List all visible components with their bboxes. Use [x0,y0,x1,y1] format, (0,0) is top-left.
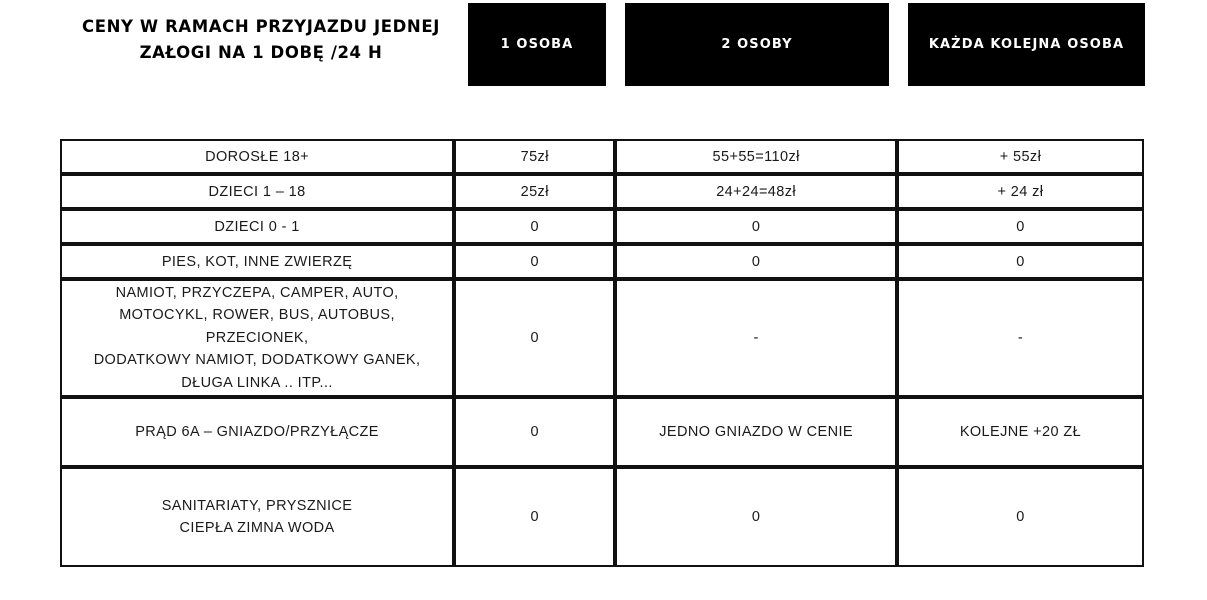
row-children-0-1-price-two: 0 [615,209,897,244]
row-label-line: NAMIOT, PRZYCZEPA, CAMPER, AUTO, [115,284,399,301]
row-label-line: DODATKOWY NAMIOT, DODATKOWY GANEK, [93,352,421,369]
table-row [60,244,1144,279]
column-header-two-persons [625,3,889,86]
row-adults-price-two: 55+55=110zł [615,139,897,174]
row-vehicles-price-one: 0 [454,279,615,397]
table-row [60,209,1144,244]
row-label-line: MOTOCYKL, ROWER, BUS, AUTOBUS, PRZECIONEK, [119,307,395,346]
column-header-each-additional-person-label: KAŻDA KOLEJNA OSOBA [928,37,1125,52]
row-animals-price-two: 0 [615,244,897,279]
row-label-sanitary [60,467,454,567]
row-electricity-price-two: JEDNO GNIAZDO W CENIE [615,397,897,467]
row-label-adults: DOROSŁE 18+ [60,139,454,174]
row-children-1-18-price-extra: + 24 zł [897,174,1144,209]
row-electricity-price-extra: KOLEJNE +20 ZŁ [897,397,1144,467]
row-animals-price-one: 0 [454,244,615,279]
price-header-band [0,0,1207,96]
row-label-children-0-1: DZIECI 0 - 1 [60,209,454,244]
row-label-children-1-18: DZIECI 1 – 18 [60,174,454,209]
page-title: CENY W RAMACH PRZYJAZDU JEDNEJ ZAŁOGI NA 1 DOBĘ /24 H [82,17,440,63]
row-sanitary-price-two: 0 [615,467,897,567]
column-header-one-person-label: 1 OSOBA [500,37,574,52]
row-vehicles-price-two: - [615,279,897,397]
row-children-0-1-price-one: 0 [454,209,615,244]
table-row [60,174,1144,209]
price-table [60,139,1144,567]
table-row [60,139,1144,174]
table-row [60,279,1144,397]
table-row [60,467,1144,567]
row-label-electricity: PRĄD 6A – GNIAZDO/PRZYŁĄCZE [60,397,454,467]
row-animals-price-extra: 0 [897,244,1144,279]
row-adults-price-one: 75zł [454,139,615,174]
row-children-0-1-price-extra: 0 [897,209,1144,244]
row-label-line: SANITARIATY, PRYSZNICE [161,497,353,514]
row-sanitary-price-extra: 0 [897,467,1144,567]
row-sanitary-price-one: 0 [454,467,615,567]
row-children-1-18-price-one: 25zł [454,174,615,209]
row-label-line: CIEPŁA ZIMNA WODA [179,520,335,536]
column-header-each-additional-person [908,3,1145,86]
column-header-two-persons-label: 2 OSOBY [721,37,793,52]
row-electricity-price-one: 0 [454,397,615,467]
row-label-line: DŁUGA LINKA .. ITP... [181,374,333,391]
row-children-1-18-price-two: 24+24=48zł [615,174,897,209]
row-vehicles-price-extra: - [897,279,1144,397]
table-row [60,397,1144,467]
row-label-animals: PIES, KOT, INNE ZWIERZĘ [60,244,454,279]
row-adults-price-extra: + 55zł [897,139,1144,174]
row-label-vehicles-equipment [60,279,454,397]
column-header-one-person [468,3,606,86]
